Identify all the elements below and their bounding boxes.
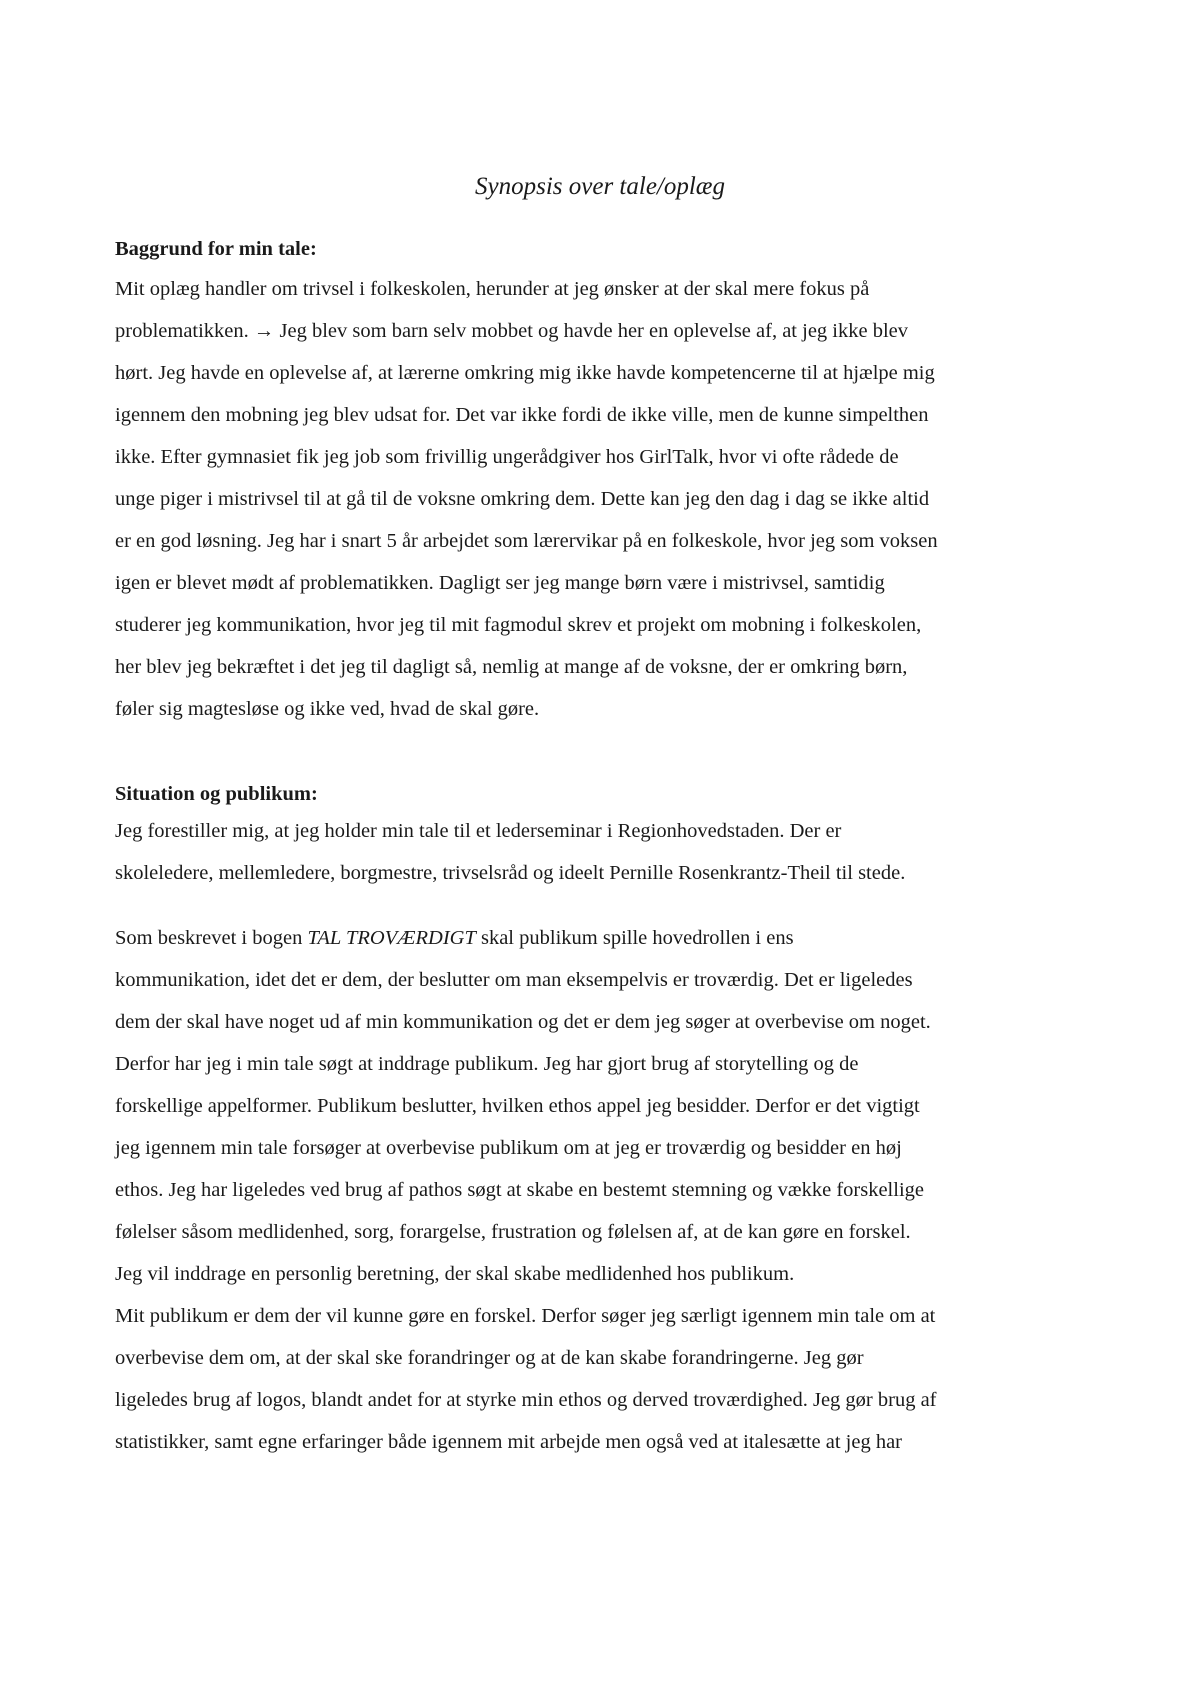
text-line: forskellige appelformer. Publikum beslutter, hvilken ethos appel jeg besidder. Derfor er det vigtigt bbox=[115, 1095, 920, 1117]
text-line: hørt. Jeg havde en oplevelse af, at lærerne omkring mig ikke havde kompetencerne til at hjælpe mig bbox=[115, 362, 935, 384]
book-title: TAL TROVÆRDIGT bbox=[307, 927, 476, 949]
text-run: Som beskrevet i bogen bbox=[115, 927, 308, 949]
text-line: ikke. Efter gymnasiet fik jeg job som frivillig ungerådgiver hos GirlTalk, hvor vi ofte rådede de bbox=[115, 446, 899, 468]
text-line: dem der skal have noget ud af min kommunikation og det er dem jeg søger at overbevise om noget. bbox=[115, 1011, 931, 1033]
text-line: jeg igennem min tale forsøger at overbevise publikum om at jeg er troværdig og besidder en høj bbox=[115, 1137, 902, 1159]
text-line: statistikker, samt egne erfaringer både igennem mit arbejde men også ved at italesætte at jeg har bbox=[115, 1431, 902, 1453]
audience-paragraph bbox=[115, 917, 1095, 1463]
text-line: ligeledes brug af logos, blandt andet for at styrke min ethos og derved troværdighed. Jeg gør brug af bbox=[115, 1389, 937, 1411]
text-line: Mit publikum er dem der vil kunne gøre en forskel. Derfor søger jeg særligt igennem min tale om at bbox=[115, 1305, 936, 1327]
situation-heading-block bbox=[115, 779, 1095, 809]
document-title: Synopsis over tale/oplæg bbox=[475, 173, 725, 200]
text-line: kommunikation, idet det er dem, der beslutter om man eksempelvis er troværdig. Det er ligeledes bbox=[115, 969, 913, 991]
text-line: skoleledere, mellemledere, borgmestre, trivselsråd og ideelt Pernille Rosenkrantz-Theil til stede. bbox=[115, 862, 906, 884]
text-line: Mit oplæg handler om trivsel i folkeskolen, herunder at jeg ønsker at der skal mere fokus på bbox=[115, 278, 870, 300]
section-heading-background: Baggrund for min tale: bbox=[115, 238, 317, 260]
text-line: studerer jeg kommunikation, hvor jeg til mit fagmodul skrev et projekt om mobning i folkeskolen, bbox=[115, 614, 922, 636]
text-line: føler sig magtesløse og ikke ved, hvad de skal gøre. bbox=[115, 698, 540, 720]
text-line: her blev jeg bekræftet i det jeg til dagligt så, nemlig at mange af de voksne, der er omkring børn, bbox=[115, 656, 908, 678]
text-line: ethos. Jeg har ligeledes ved brug af pathos søgt at skabe en bestemt stemning og vække forskellige bbox=[115, 1179, 924, 1201]
situation-paragraph bbox=[115, 810, 1095, 894]
text-line: følelser såsom medlidenhed, sorg, forargelse, frustration og følelsen af, at de kan gøre en forskel. bbox=[115, 1221, 911, 1243]
text-line: er en god løsning. Jeg har i snart 5 år arbejdet som lærervikar på en folkeskole, hvor jeg som voksen bbox=[115, 530, 938, 552]
text-line: unge piger i mistrivsel til at gå til de voksne omkring dem. Dette kan jeg den dag i dag se ikke altid bbox=[115, 488, 930, 510]
text-line: overbevise dem om, at der skal ske forandringer og at de kan skabe forandringerne. Jeg gør bbox=[115, 1347, 864, 1369]
section-heading-situation: Situation og publikum: bbox=[115, 783, 318, 805]
text-line: problematikken. → Jeg blev som barn selv mobbet og havde her en oplevelse af, at jeg ikke blev bbox=[115, 320, 909, 342]
text-line bbox=[115, 917, 1095, 959]
text-line: igennem den mobning jeg blev udsat for. Det var ikke fordi de ikke ville, men de kunne simpelthen bbox=[115, 404, 929, 426]
text-run: skal publikum spille hovedrollen i ens bbox=[475, 927, 794, 949]
background-paragraph bbox=[115, 268, 1095, 730]
text-line: Derfor har jeg i min tale søgt at inddrage publikum. Jeg har gjort brug af storytelling og de bbox=[115, 1053, 859, 1075]
text-line: Jeg vil inddrage en personlig beretning, der skal skabe medlidenhed hos publikum. bbox=[115, 1263, 795, 1285]
background-heading-block bbox=[115, 234, 1095, 264]
text-line: Jeg forestiller mig, at jeg holder min tale til et lederseminar i Regionhovedstaden. Der er bbox=[115, 820, 842, 842]
text-line: igen er blevet mødt af problematikken. Dagligt ser jeg mange børn være i mistrivsel, samtidig bbox=[115, 572, 885, 594]
